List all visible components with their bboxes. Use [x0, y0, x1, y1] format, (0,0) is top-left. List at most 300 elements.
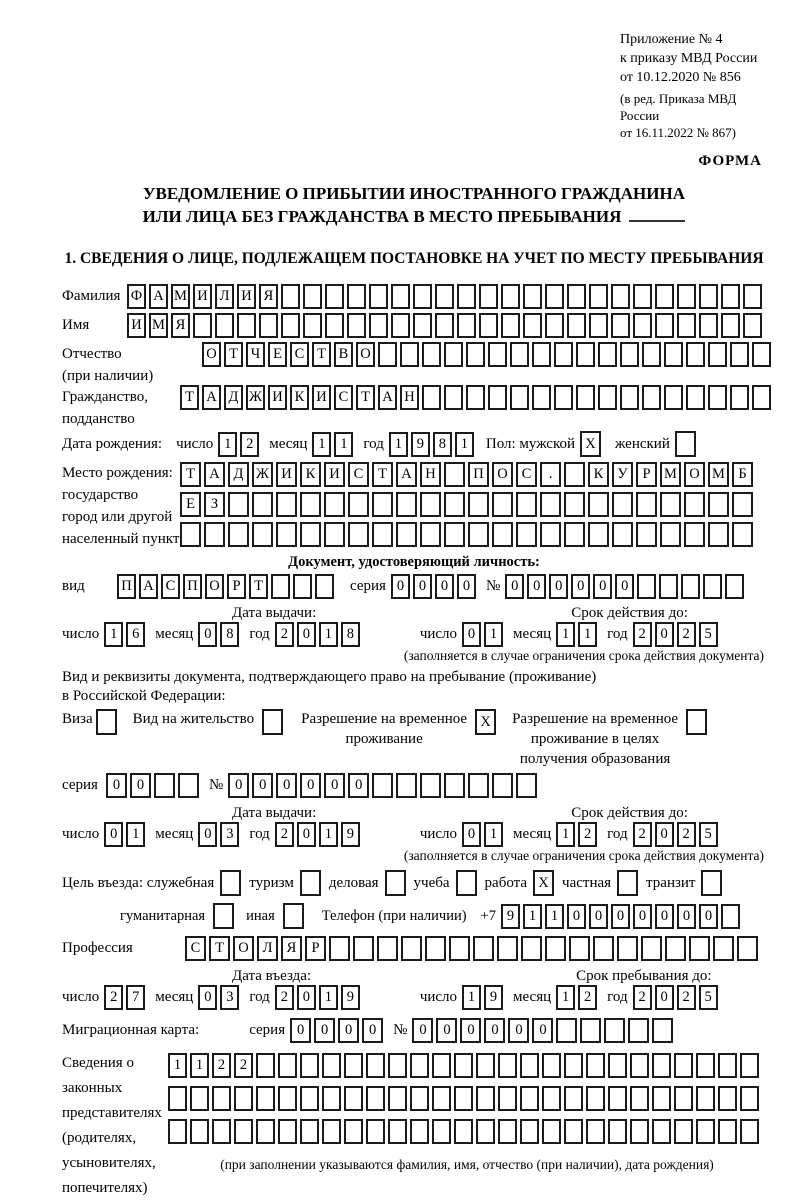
char-cell[interactable]: С	[348, 462, 369, 487]
char-cell[interactable]	[554, 342, 573, 367]
char-cell[interactable]: Р	[305, 936, 326, 961]
char-cell[interactable]: 0	[462, 822, 481, 847]
char-cell[interactable]	[732, 522, 753, 547]
char-cell[interactable]: 2	[578, 985, 597, 1010]
char-cell[interactable]	[271, 574, 290, 599]
char-cell[interactable]: 0	[228, 773, 249, 798]
char-cell[interactable]	[655, 284, 674, 309]
char-cell[interactable]: 0	[462, 622, 481, 647]
char-cell[interactable]	[740, 1053, 759, 1078]
char-cell[interactable]	[303, 284, 322, 309]
char-cell[interactable]	[454, 1086, 473, 1111]
purpose-study-checkbox[interactable]	[456, 870, 477, 896]
char-cell[interactable]: 2	[578, 822, 597, 847]
char-cell[interactable]	[278, 1119, 297, 1144]
char-cell[interactable]	[228, 522, 249, 547]
char-cell[interactable]	[636, 492, 657, 517]
char-cell[interactable]: Т	[224, 342, 243, 367]
char-cell[interactable]: 0	[655, 622, 674, 647]
char-cell[interactable]	[664, 385, 683, 410]
char-cell[interactable]: Л	[215, 284, 234, 309]
char-cell[interactable]	[752, 342, 771, 367]
char-cell[interactable]: 0	[435, 574, 454, 599]
char-cell[interactable]: 2	[104, 985, 123, 1010]
char-cell[interactable]: 1	[126, 822, 145, 847]
char-cell[interactable]: 1	[334, 432, 353, 457]
char-cell[interactable]: 0	[252, 773, 273, 798]
char-cell[interactable]: Я	[259, 284, 278, 309]
char-cell[interactable]: И	[268, 385, 287, 410]
char-cell[interactable]	[660, 492, 681, 517]
char-cell[interactable]	[545, 313, 564, 338]
char-cell[interactable]: 0	[484, 1018, 505, 1043]
char-cell[interactable]	[468, 492, 489, 517]
char-cell[interactable]: 0	[589, 904, 608, 929]
char-cell[interactable]	[501, 284, 520, 309]
char-cell[interactable]: 6	[126, 622, 145, 647]
char-cell[interactable]	[300, 522, 321, 547]
char-cell[interactable]: К	[300, 462, 321, 487]
char-cell[interactable]: Н	[400, 385, 419, 410]
char-cell[interactable]: 0	[699, 904, 718, 929]
char-cell[interactable]: 2	[677, 822, 696, 847]
char-cell[interactable]: О	[202, 342, 221, 367]
sex-male-checkbox[interactable]: X	[580, 431, 601, 457]
char-cell[interactable]	[259, 313, 278, 338]
char-cell[interactable]	[545, 936, 566, 961]
char-cell[interactable]	[564, 1086, 583, 1111]
char-cell[interactable]	[564, 1119, 583, 1144]
char-cell[interactable]	[703, 574, 722, 599]
char-cell[interactable]: 0	[655, 822, 674, 847]
char-cell[interactable]	[588, 492, 609, 517]
char-cell[interactable]	[457, 313, 476, 338]
char-cell[interactable]	[532, 385, 551, 410]
char-cell[interactable]: П	[117, 574, 136, 599]
char-cell[interactable]	[686, 342, 705, 367]
char-cell[interactable]: 0	[130, 773, 151, 798]
char-cell[interactable]	[516, 522, 537, 547]
char-cell[interactable]	[388, 1053, 407, 1078]
char-cell[interactable]: 0	[611, 904, 630, 929]
char-cell[interactable]	[633, 284, 652, 309]
char-cell[interactable]: 0	[362, 1018, 383, 1043]
char-cell[interactable]	[347, 284, 366, 309]
char-cell[interactable]	[468, 773, 489, 798]
char-cell[interactable]	[545, 284, 564, 309]
char-cell[interactable]	[237, 313, 256, 338]
char-cell[interactable]	[190, 1119, 209, 1144]
char-cell[interactable]: 7	[126, 985, 145, 1010]
char-cell[interactable]	[444, 385, 463, 410]
char-cell[interactable]	[564, 1053, 583, 1078]
char-cell[interactable]	[721, 284, 740, 309]
char-cell[interactable]	[413, 313, 432, 338]
char-cell[interactable]: 1	[556, 622, 575, 647]
char-cell[interactable]: 2	[234, 1053, 253, 1078]
char-cell[interactable]: С	[516, 462, 537, 487]
char-cell[interactable]	[178, 773, 199, 798]
char-cell[interactable]	[608, 1086, 627, 1111]
char-cell[interactable]	[718, 1086, 737, 1111]
char-cell[interactable]	[168, 1086, 187, 1111]
char-cell[interactable]: 9	[341, 985, 360, 1010]
char-cell[interactable]: Ж	[252, 462, 273, 487]
char-cell[interactable]	[457, 284, 476, 309]
char-cell[interactable]: 0	[615, 574, 634, 599]
char-cell[interactable]: Н	[420, 462, 441, 487]
char-cell[interactable]: О	[356, 342, 375, 367]
char-cell[interactable]	[696, 1119, 715, 1144]
char-cell[interactable]	[586, 1086, 605, 1111]
char-cell[interactable]	[325, 284, 344, 309]
char-cell[interactable]	[228, 492, 249, 517]
char-cell[interactable]: 2	[275, 985, 294, 1010]
char-cell[interactable]	[540, 522, 561, 547]
char-cell[interactable]: А	[204, 462, 225, 487]
char-cell[interactable]: 0	[104, 822, 123, 847]
char-cell[interactable]: 1	[190, 1053, 209, 1078]
char-cell[interactable]: 2	[677, 985, 696, 1010]
char-cell[interactable]	[410, 1119, 429, 1144]
char-cell[interactable]	[348, 492, 369, 517]
char-cell[interactable]: 0	[549, 574, 568, 599]
char-cell[interactable]	[168, 1119, 187, 1144]
char-cell[interactable]	[256, 1086, 275, 1111]
char-cell[interactable]	[193, 313, 212, 338]
char-cell[interactable]	[576, 342, 595, 367]
char-cell[interactable]	[454, 1053, 473, 1078]
char-cell[interactable]	[586, 1119, 605, 1144]
char-cell[interactable]: И	[127, 313, 146, 338]
char-cell[interactable]: 9	[411, 432, 430, 457]
char-cell[interactable]: 0	[593, 574, 612, 599]
char-cell[interactable]: Т	[209, 936, 230, 961]
char-cell[interactable]: 0	[571, 574, 590, 599]
char-cell[interactable]	[718, 1053, 737, 1078]
char-cell[interactable]: 2	[677, 622, 696, 647]
char-cell[interactable]	[554, 385, 573, 410]
char-cell[interactable]	[391, 313, 410, 338]
char-cell[interactable]	[608, 1119, 627, 1144]
char-cell[interactable]	[576, 385, 595, 410]
char-cell[interactable]	[617, 936, 638, 961]
char-cell[interactable]	[488, 342, 507, 367]
char-cell[interactable]: 0	[457, 574, 476, 599]
char-cell[interactable]	[154, 773, 175, 798]
char-cell[interactable]	[444, 773, 465, 798]
char-cell[interactable]: Р	[636, 462, 657, 487]
char-cell[interactable]	[276, 492, 297, 517]
char-cell[interactable]	[532, 342, 551, 367]
char-cell[interactable]	[630, 1086, 649, 1111]
char-cell[interactable]	[396, 773, 417, 798]
char-cell[interactable]: 0	[106, 773, 127, 798]
char-cell[interactable]	[215, 313, 234, 338]
char-cell[interactable]: И	[237, 284, 256, 309]
char-cell[interactable]	[708, 385, 727, 410]
char-cell[interactable]	[180, 522, 201, 547]
char-cell[interactable]: 2	[275, 622, 294, 647]
char-cell[interactable]	[344, 1053, 363, 1078]
char-cell[interactable]	[303, 313, 322, 338]
char-cell[interactable]	[372, 773, 393, 798]
char-cell[interactable]: 5	[699, 822, 718, 847]
char-cell[interactable]: 1	[455, 432, 474, 457]
char-cell[interactable]: 0	[198, 622, 217, 647]
char-cell[interactable]	[520, 1119, 539, 1144]
purpose-humanitarian-checkbox[interactable]	[213, 903, 234, 929]
char-cell[interactable]	[190, 1086, 209, 1111]
char-cell[interactable]	[366, 1086, 385, 1111]
char-cell[interactable]: П	[468, 462, 489, 487]
char-cell[interactable]: А	[378, 385, 397, 410]
char-cell[interactable]: Ч	[246, 342, 265, 367]
char-cell[interactable]: У	[612, 462, 633, 487]
char-cell[interactable]	[348, 522, 369, 547]
char-cell[interactable]	[652, 1018, 673, 1043]
visa-checkbox[interactable]	[96, 709, 117, 735]
char-cell[interactable]	[718, 1119, 737, 1144]
char-cell[interactable]: П	[183, 574, 202, 599]
char-cell[interactable]	[278, 1053, 297, 1078]
char-cell[interactable]	[420, 773, 441, 798]
char-cell[interactable]: О	[492, 462, 513, 487]
char-cell[interactable]	[476, 1119, 495, 1144]
char-cell[interactable]	[324, 492, 345, 517]
char-cell[interactable]: 0	[314, 1018, 335, 1043]
char-cell[interactable]	[388, 1086, 407, 1111]
char-cell[interactable]: 0	[508, 1018, 529, 1043]
char-cell[interactable]: 2	[633, 985, 652, 1010]
char-cell[interactable]: Т	[372, 462, 393, 487]
char-cell[interactable]: 0	[324, 773, 345, 798]
char-cell[interactable]: М	[708, 462, 729, 487]
char-cell[interactable]: 0	[655, 904, 674, 929]
char-cell[interactable]	[444, 492, 465, 517]
char-cell[interactable]: А	[396, 462, 417, 487]
char-cell[interactable]: 9	[501, 904, 520, 929]
char-cell[interactable]: 0	[567, 904, 586, 929]
char-cell[interactable]: 1	[484, 622, 503, 647]
char-cell[interactable]	[413, 284, 432, 309]
char-cell[interactable]	[281, 284, 300, 309]
char-cell[interactable]	[743, 284, 762, 309]
char-cell[interactable]: Т	[312, 342, 331, 367]
char-cell[interactable]	[681, 574, 700, 599]
char-cell[interactable]	[256, 1053, 275, 1078]
char-cell[interactable]	[713, 936, 734, 961]
char-cell[interactable]	[633, 313, 652, 338]
char-cell[interactable]: 9	[484, 985, 503, 1010]
char-cell[interactable]	[492, 492, 513, 517]
char-cell[interactable]	[523, 313, 542, 338]
char-cell[interactable]	[501, 313, 520, 338]
char-cell[interactable]: И	[193, 284, 212, 309]
char-cell[interactable]	[652, 1119, 671, 1144]
char-cell[interactable]: 1	[319, 985, 338, 1010]
char-cell[interactable]	[684, 492, 705, 517]
char-cell[interactable]: Т	[180, 462, 201, 487]
char-cell[interactable]	[300, 492, 321, 517]
char-cell[interactable]: 2	[633, 622, 652, 647]
purpose-private-checkbox[interactable]	[617, 870, 638, 896]
char-cell[interactable]	[620, 342, 639, 367]
char-cell[interactable]	[234, 1086, 253, 1111]
char-cell[interactable]: 0	[436, 1018, 457, 1043]
char-cell[interactable]: О	[233, 936, 254, 961]
char-cell[interactable]	[510, 342, 529, 367]
char-cell[interactable]	[516, 492, 537, 517]
char-cell[interactable]	[372, 522, 393, 547]
char-cell[interactable]: Я	[281, 936, 302, 961]
char-cell[interactable]	[564, 492, 585, 517]
char-cell[interactable]	[740, 1086, 759, 1111]
char-cell[interactable]	[642, 385, 661, 410]
char-cell[interactable]	[212, 1086, 231, 1111]
char-cell[interactable]: 0	[532, 1018, 553, 1043]
char-cell[interactable]: Л	[257, 936, 278, 961]
char-cell[interactable]: 0	[505, 574, 524, 599]
char-cell[interactable]	[391, 284, 410, 309]
char-cell[interactable]	[329, 936, 350, 961]
char-cell[interactable]	[521, 936, 542, 961]
char-cell[interactable]: 1	[578, 622, 597, 647]
char-cell[interactable]: С	[334, 385, 353, 410]
char-cell[interactable]: 0	[198, 985, 217, 1010]
char-cell[interactable]	[589, 313, 608, 338]
char-cell[interactable]	[366, 1053, 385, 1078]
char-cell[interactable]	[322, 1086, 341, 1111]
char-cell[interactable]	[410, 1086, 429, 1111]
char-cell[interactable]: О	[684, 462, 705, 487]
char-cell[interactable]: С	[161, 574, 180, 599]
purpose-business-checkbox[interactable]	[385, 870, 406, 896]
char-cell[interactable]	[353, 936, 374, 961]
char-cell[interactable]: 1	[319, 822, 338, 847]
char-cell[interactable]	[708, 492, 729, 517]
char-cell[interactable]: 0	[412, 1018, 433, 1043]
char-cell[interactable]: С	[185, 936, 206, 961]
char-cell[interactable]	[611, 284, 630, 309]
char-cell[interactable]	[664, 342, 683, 367]
char-cell[interactable]	[476, 1086, 495, 1111]
char-cell[interactable]	[636, 522, 657, 547]
char-cell[interactable]	[396, 522, 417, 547]
char-cell[interactable]	[396, 492, 417, 517]
char-cell[interactable]: Д	[228, 462, 249, 487]
char-cell[interactable]	[300, 1053, 319, 1078]
char-cell[interactable]: .	[540, 462, 561, 487]
char-cell[interactable]: 2	[275, 822, 294, 847]
purpose-transit-checkbox[interactable]	[701, 870, 722, 896]
char-cell[interactable]: Е	[180, 492, 201, 517]
char-cell[interactable]	[620, 385, 639, 410]
char-cell[interactable]: С	[290, 342, 309, 367]
char-cell[interactable]	[708, 522, 729, 547]
char-cell[interactable]	[721, 904, 740, 929]
char-cell[interactable]: Е	[268, 342, 287, 367]
char-cell[interactable]	[677, 284, 696, 309]
char-cell[interactable]: 3	[220, 822, 239, 847]
char-cell[interactable]	[444, 342, 463, 367]
char-cell[interactable]	[425, 936, 446, 961]
char-cell[interactable]	[674, 1053, 693, 1078]
char-cell[interactable]: 0	[413, 574, 432, 599]
char-cell[interactable]	[696, 1086, 715, 1111]
char-cell[interactable]	[479, 313, 498, 338]
char-cell[interactable]	[300, 1086, 319, 1111]
char-cell[interactable]	[435, 313, 454, 338]
char-cell[interactable]	[630, 1119, 649, 1144]
char-cell[interactable]	[432, 1119, 451, 1144]
char-cell[interactable]: 8	[341, 622, 360, 647]
char-cell[interactable]: О	[205, 574, 224, 599]
char-cell[interactable]: 0	[290, 1018, 311, 1043]
char-cell[interactable]: К	[588, 462, 609, 487]
char-cell[interactable]	[684, 522, 705, 547]
char-cell[interactable]	[435, 284, 454, 309]
char-cell[interactable]	[324, 522, 345, 547]
char-cell[interactable]	[476, 1053, 495, 1078]
char-cell[interactable]	[492, 773, 513, 798]
char-cell[interactable]	[730, 385, 749, 410]
char-cell[interactable]	[721, 313, 740, 338]
char-cell[interactable]: 1	[319, 622, 338, 647]
char-cell[interactable]	[598, 385, 617, 410]
char-cell[interactable]	[586, 1053, 605, 1078]
char-cell[interactable]: 9	[341, 822, 360, 847]
char-cell[interactable]	[567, 313, 586, 338]
char-cell[interactable]	[652, 1086, 671, 1111]
char-cell[interactable]	[689, 936, 710, 961]
char-cell[interactable]: 0	[633, 904, 652, 929]
char-cell[interactable]: 0	[391, 574, 410, 599]
char-cell[interactable]	[281, 313, 300, 338]
char-cell[interactable]: 3	[220, 985, 239, 1010]
char-cell[interactable]	[322, 1053, 341, 1078]
char-cell[interactable]: 1	[462, 985, 481, 1010]
char-cell[interactable]	[542, 1119, 561, 1144]
char-cell[interactable]: М	[660, 462, 681, 487]
char-cell[interactable]	[422, 385, 441, 410]
char-cell[interactable]: Я	[171, 313, 190, 338]
char-cell[interactable]: 0	[348, 773, 369, 798]
char-cell[interactable]	[740, 1119, 759, 1144]
char-cell[interactable]	[569, 936, 590, 961]
char-cell[interactable]	[743, 313, 762, 338]
char-cell[interactable]: Б	[732, 462, 753, 487]
char-cell[interactable]	[520, 1086, 539, 1111]
char-cell[interactable]: 1	[484, 822, 503, 847]
char-cell[interactable]	[510, 385, 529, 410]
char-cell[interactable]	[699, 284, 718, 309]
char-cell[interactable]: Д	[224, 385, 243, 410]
char-cell[interactable]: 1	[218, 432, 237, 457]
char-cell[interactable]	[708, 342, 727, 367]
char-cell[interactable]: 8	[220, 622, 239, 647]
char-cell[interactable]	[696, 1053, 715, 1078]
char-cell[interactable]	[611, 313, 630, 338]
char-cell[interactable]	[315, 574, 334, 599]
char-cell[interactable]	[642, 342, 661, 367]
char-cell[interactable]	[567, 284, 586, 309]
char-cell[interactable]	[699, 313, 718, 338]
char-cell[interactable]	[725, 574, 744, 599]
char-cell[interactable]: 5	[699, 985, 718, 1010]
char-cell[interactable]	[347, 313, 366, 338]
char-cell[interactable]	[325, 313, 344, 338]
